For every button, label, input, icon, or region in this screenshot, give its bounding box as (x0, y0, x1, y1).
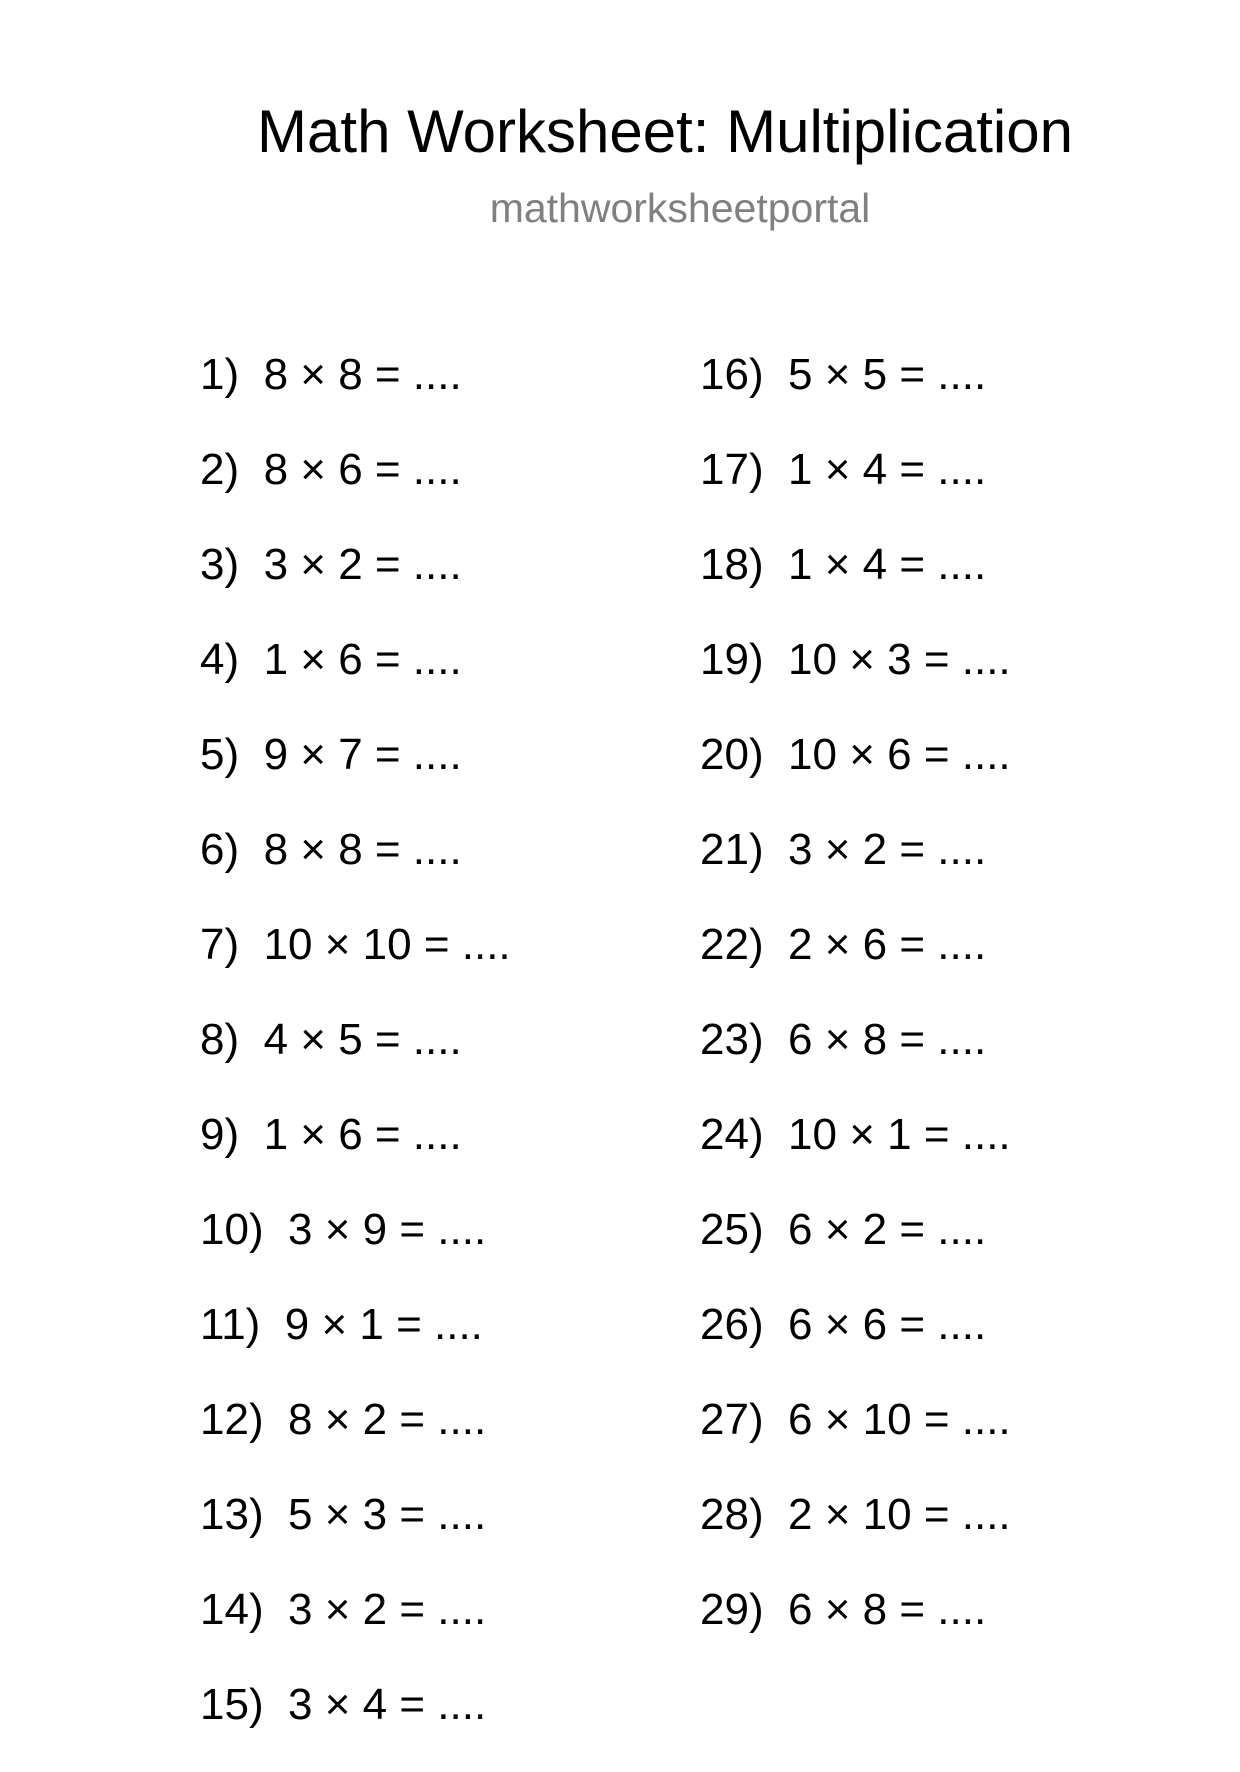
problem-item (700, 347, 1011, 442)
problem-item (200, 442, 511, 537)
problem-number: 15) (200, 1680, 264, 1729)
problem-item (200, 1012, 511, 1107)
problem-number: 21) (700, 825, 764, 874)
problem-number: 27) (700, 1395, 764, 1444)
problem-item (700, 1202, 1011, 1297)
problem-expression: 2 × 6 = .... (788, 920, 987, 969)
problem-number: 14) (200, 1585, 264, 1634)
problem-item (200, 347, 511, 442)
problem-expression: 10 × 10 = .... (263, 920, 511, 969)
problem-expression: 6 × 6 = .... (788, 1300, 987, 1349)
problem-expression: 9 × 7 = .... (263, 730, 462, 779)
problem-number: 23) (700, 1015, 764, 1064)
problem-expression: 6 × 10 = .... (788, 1395, 1011, 1444)
problem-expression: 8 × 6 = .... (263, 445, 462, 494)
problem-number: 7) (200, 920, 240, 969)
problem-item (200, 727, 511, 822)
problem-item (200, 632, 511, 727)
problem-item (700, 822, 1011, 917)
problem-item (700, 1487, 1011, 1582)
problem-item (700, 727, 1011, 822)
problem-number: 3) (200, 540, 240, 589)
problem-expression: 1 × 6 = .... (263, 1110, 462, 1159)
problem-item (700, 1392, 1011, 1487)
problem-number: 16) (700, 350, 764, 399)
problem-item (700, 1582, 1011, 1677)
problem-column-left (200, 347, 511, 1772)
problem-expression: 10 × 1 = .... (788, 1110, 1011, 1159)
problem-number: 29) (700, 1585, 764, 1634)
problem-item (200, 537, 511, 632)
problem-number: 2) (200, 445, 240, 494)
problem-expression: 6 × 8 = .... (788, 1015, 987, 1064)
problem-item (200, 1677, 511, 1772)
worksheet-title: Math Worksheet: Multiplication (257, 98, 1073, 165)
problem-item (200, 1487, 511, 1582)
problem-item (700, 1107, 1011, 1202)
problem-expression: 10 × 6 = .... (788, 730, 1011, 779)
problem-expression: 3 × 2 = .... (263, 540, 462, 589)
problem-expression: 6 × 2 = .... (788, 1205, 987, 1254)
problem-number: 11) (200, 1300, 261, 1349)
problem-expression: 5 × 5 = .... (788, 350, 987, 399)
problem-number: 12) (200, 1395, 264, 1444)
problem-item (200, 1392, 511, 1487)
problem-expression: 3 × 2 = .... (788, 825, 987, 874)
problem-number: 26) (700, 1300, 764, 1349)
problem-number: 5) (200, 730, 240, 779)
problem-expression: 6 × 8 = .... (788, 1585, 987, 1634)
worksheet-subtitle: mathworksheetportal (489, 185, 871, 231)
problem-item (200, 1297, 511, 1392)
problem-expression: 3 × 2 = .... (288, 1585, 487, 1634)
problem-expression: 10 × 3 = .... (788, 635, 1011, 684)
problem-item (700, 442, 1011, 537)
problem-number: 8) (200, 1015, 240, 1064)
problem-number: 13) (200, 1490, 264, 1539)
problem-number: 4) (200, 635, 240, 684)
problem-number: 1) (200, 350, 240, 399)
problem-item (700, 1297, 1011, 1392)
problem-number: 25) (700, 1205, 764, 1254)
problem-expression: 2 × 10 = .... (788, 1490, 1011, 1539)
problem-item (200, 1107, 511, 1202)
problem-item (700, 632, 1011, 727)
problem-item (200, 917, 511, 1012)
problem-number: 24) (700, 1110, 764, 1159)
problem-expression: 1 × 6 = .... (263, 635, 462, 684)
problem-item (200, 1202, 511, 1297)
problem-expression: 8 × 8 = .... (263, 825, 462, 874)
problem-item (200, 822, 511, 917)
problem-expression: 8 × 8 = .... (263, 350, 462, 399)
problem-number: 20) (700, 730, 764, 779)
problem-expression: 3 × 9 = .... (288, 1205, 487, 1254)
problem-expression: 3 × 4 = .... (288, 1680, 487, 1729)
problem-expression: 1 × 4 = .... (788, 445, 987, 494)
problem-number: 28) (700, 1490, 764, 1539)
problem-expression: 1 × 4 = .... (788, 540, 987, 589)
problem-number: 9) (200, 1110, 240, 1159)
problem-item (700, 1012, 1011, 1107)
problem-number: 22) (700, 920, 764, 969)
problem-number: 10) (200, 1205, 264, 1254)
problem-number: 17) (700, 445, 764, 494)
problem-column-right (700, 347, 1011, 1677)
problem-number: 18) (700, 540, 764, 589)
problem-item (700, 917, 1011, 1012)
problem-expression: 4 × 5 = .... (263, 1015, 462, 1064)
problem-number: 6) (200, 825, 240, 874)
problem-expression: 9 × 1 = .... (284, 1300, 483, 1349)
problem-expression: 5 × 3 = .... (288, 1490, 487, 1539)
problem-expression: 8 × 2 = .... (288, 1395, 487, 1444)
problem-number: 19) (700, 635, 764, 684)
problem-item (700, 537, 1011, 632)
problem-item (200, 1582, 511, 1677)
